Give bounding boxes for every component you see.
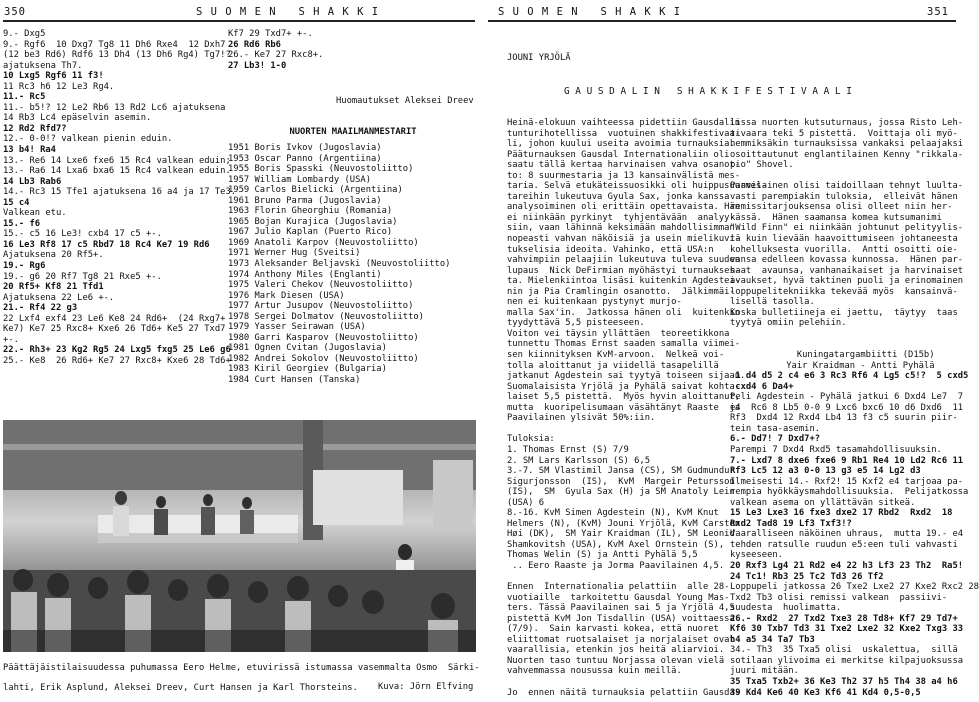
text-line: Thomas Welin (S) ja Antti Pyhälä 5,5 [507, 550, 698, 561]
ceremony-photo [3, 420, 476, 652]
champion-entry: 1951 Boris Ivkov (Jugoslavia) [228, 143, 382, 153]
text-line: Yair Kraidman - Antti Pyhälä [754, 360, 935, 371]
text-line: kässä. Hänen saamansa komea kutsumanimi [730, 212, 942, 223]
game-conclusion [228, 29, 478, 99]
text-line: Paavilainen ylsivät 50%:iin. [507, 413, 656, 424]
text-line: Tuloksia: [507, 434, 555, 445]
text-line: Kuningatargambiitti (D15b) [754, 350, 935, 361]
text-line: vansa edelleen kovassa kunnossa. Hänen par- [730, 255, 964, 266]
text-line: tunturihotellissa vuotuinen shakkifestivaa- [507, 128, 741, 139]
champion-entry: 1953 Oscar Panno (Argentiina) [228, 153, 382, 164]
annotator-credit: Huomautukset Aleksei Dreev [336, 96, 474, 106]
text-line: 35 Txa5 Txb2+ 36 Ke3 Th2 37 h5 Th4 38 a4 h6 [730, 676, 958, 687]
text-line: 16 Le3 Rf8 17 c5 Rbd7 18 Rc4 Ke7 19 Rd6 [3, 239, 210, 250]
champion-entry: 1957 William Lombardy (USA) [228, 174, 371, 185]
page-number-right: 351 [927, 6, 949, 18]
text-line: Sigurjonsson (IS), KvM Margeir Petursson [507, 476, 735, 487]
text-line: osoittautunut englantilainen Kenny "rikkala- [730, 149, 964, 160]
text-line: 14 Lb3 Rab6 [3, 176, 62, 187]
photo-caption [3, 654, 479, 702]
text-line: 20 Rf5+ Kf8 21 Tfd1 [3, 282, 104, 293]
text-line: 15.- f6 [3, 218, 41, 229]
champion-entry: 1981 Ognen Cvitan (Jugoslavia) [228, 343, 387, 354]
text-line: taria. Selvä etukäteissuosikki oli huippusuurmes- [507, 181, 767, 192]
text-line: analysoiminen oli erittäin opettavaista. Hän [507, 202, 741, 213]
text-line: Ennen Internationalia pelattiin alle 28- [507, 582, 730, 593]
text-line: cxd4 6 Da4+ [730, 381, 794, 392]
text-line: Heinä-elokuun vaihteessa pidettiin Gausdalin [507, 118, 741, 128]
text-line: 11 Rc3 h6 12 Le3 Rg4. [3, 81, 115, 92]
text-line: 25.- Ke8 26 Rd6+ Ke7 27 Rxc8+ Kxe6 28 Td6+ [3, 355, 231, 366]
text-line: juuri mitään. [730, 666, 799, 677]
text-line [507, 677, 725, 688]
text-line: 15 Le3 Lxe3 16 fxe3 dxe2 17 Rbd2 Rxd2 18 [730, 508, 953, 519]
champion-entry: 1973 Aleksander Beljavski (Neuvostoliitto) [228, 259, 451, 270]
caption-line: lahti, Erik Asplund, Aleksei Dreev, Curt Hansen ja Karl Thorsteins. [3, 682, 358, 693]
text-line: ajatuksena Th7. [3, 60, 83, 71]
text-line: 22.- Rh3+ 23 Kg2 Rg5 24 Lxg5 fxg5 25 Le6 g6 [3, 345, 231, 356]
champion-entry: 1974 Anthony Miles (Englanti) [228, 269, 382, 280]
text-line: tareihin lukeutuva Gyula Sax, jonka kanssa [507, 191, 730, 202]
text-line: lupaus Nick DeFirmian myöhästyi turnaukses- [507, 265, 741, 276]
ceremony-photo-illustration [3, 420, 476, 652]
running-head-left: S U O M E N S H A K K I [196, 6, 380, 18]
text-line: Pääturnauksen Gausdal Internationaliin oli [507, 149, 730, 160]
text-line: lissa nuorten kutsuturnaus, jossa Risto Leh- [730, 118, 964, 128]
article-author: JOUNI YRJÖLÄ [507, 53, 571, 63]
text-line: Ke7) Ke7 25 Rxc8+ Kxe6 26 Td6+ Ke5 27 Txd7 [3, 324, 226, 335]
text-line: tyydyttävä 5,5 pisteeseen. [507, 318, 645, 329]
champion-entry: 1963 Florin Gheorghiu (Romania) [228, 206, 393, 217]
text-line: 1 d4 d5 2 c4 e6 3 Rc3 Rf6 4 Lg5 c5!? 5 cxd5 [730, 371, 969, 382]
champion-entry: 1982 Andrei Sokolov (Neuvostoliitto) [228, 353, 419, 364]
text-line: (IS), SM Gyula Sax (H) ja SM Anatoly Lein [507, 487, 735, 498]
text-line: 9.- Dxg5 [3, 29, 46, 39]
text-line: 12.- 0-0!? valkean pienin eduin. [3, 134, 173, 145]
text-line: ters. Tässä Paavilainen sai 5 ja Yrjölä 4,5 [507, 603, 735, 614]
text-line: Rf3 Lc5 12 a3 0-0 13 g3 e5 14 Lg2 d3 [730, 466, 921, 477]
text-line: Ajatuksena 22 Le6 +-. [3, 292, 115, 303]
text-line: 11.- b5!? 12 Le2 Rb6 13 Rd2 Lc6 ajatuksena [3, 102, 226, 113]
text-line: +-. [3, 334, 19, 345]
text-line: 13 b4! Ra4 [3, 145, 56, 156]
text-line: nopeasti vahvan näköisiä ja usein mielikuvi- [507, 234, 741, 245]
text-line: 34.- Th3 35 Txa5 olisi uskalettua, sillä [730, 645, 958, 656]
text-line: laiset 5,5 pistettä. Myös hyvin aloittanut, [507, 392, 741, 403]
text-line: Kf7 29 Txd7+ +-. [228, 29, 313, 39]
text-line: Kf6 30 Txb7 Td3 31 Txe2 Lxe2 32 Kxe2 Txg3 33 [730, 624, 964, 635]
text-line [507, 424, 725, 435]
text-line: Txd2 Tb3 olisi remissi valkean passiivi- [730, 592, 948, 603]
text-line: Helmers (N), (KvM) Jouni Yrjölä, KvM Carsten [507, 518, 741, 529]
text-line: Valkean etu. [3, 208, 67, 219]
champion-entry: 1971 Werner Hug (Sveitsi) [228, 248, 361, 259]
text-line: hemmiksäkin turnauksissa vankaksi pelaajaksi [730, 139, 964, 150]
text-line: 3.-7. SM Vlastimil Jansa (CS), SM Gudmundur [507, 466, 735, 477]
text-line: tä kuin lievään haavoittumiseen johtaneesta [730, 234, 958, 245]
text-line: tivaara teki 5 pistettä. Voittaja oli myö- [730, 128, 958, 139]
text-line: siin, vaan lähinnä keksimään mahdollisimman [507, 223, 735, 234]
text-line [507, 572, 725, 583]
text-line: (USA) 6 [507, 497, 545, 508]
text-line: ta. Mielenkiintoa lisäsi kuitenkin Agdestei- [507, 276, 741, 287]
text-line: Rxd2 Tad8 19 Lf3 Txf3!? [730, 518, 852, 529]
text-line: remissitarjouksensa olisi olleet niin her- [730, 202, 953, 213]
text-line: haat avaunsa, vanhanaikaiset ja harvinaiset [730, 265, 964, 276]
text-line: Høi (DK), SM Yair Kraidman (IL), SM Leonid [507, 529, 735, 540]
champion-entry: 1979 Yasser Seirawan (USA) [228, 322, 366, 333]
text-line: Rf3 Dxd4 12 Rxd4 Lb4 13 f3 c5 suurin piir- [730, 413, 958, 424]
text-line: 15.- c5 16 Le3! cxb4 17 c5 +-. [3, 229, 162, 240]
junior-champions-list [228, 143, 480, 393]
masters-title: NUORTEN MAAILMANMESTARIT [289, 127, 417, 137]
text-line: sen kiinnityksen KvM-arvoon. Nelkeä voi- [507, 350, 725, 361]
text-line: 1. Thomas Ernst (S) 7/9 [507, 444, 629, 455]
text-line: 19.- g6 20 Rf7 Tg8 21 Rxe5 +-. [3, 271, 162, 282]
text-line: 26.- Rxd2 27 Txd2 Txe3 28 Td8+ Kf7 29 Td7+ [730, 613, 958, 624]
text-line: (7/9). Sain karvasti kokea, että nuoret [507, 624, 719, 635]
text-line: Parempi 7 Dxd4 Rxd5 tasamahdollisuuksin. [730, 444, 942, 455]
champion-entry: 1961 Bruno Parma (Jugoslavia) [228, 195, 382, 206]
text-line: 13.- Re6 14 Lxe6 fxe6 15 Rc4 valkean eduin; [3, 155, 231, 166]
text-line: eliittomat ruotsalaiset ja norjalaiset ovat [507, 634, 735, 645]
text-line: Loppupeli jatkossa 26 Txe2 Lxe2 27 Kxe2 Rxc2 28 [730, 582, 979, 593]
text-line: 6.- Dd7! 7 Dxd7+? [730, 434, 821, 445]
champion-entry: 1983 Kiril Georgiev (Bulgaria) [228, 364, 387, 375]
text-line: Vaaralliseen näköinen uhraus, mutta 19.- e4 [730, 529, 964, 540]
game-annotation-column [3, 29, 237, 419]
article-title: G A U S D A L I N S H A K K I F E S T I V A A L I [564, 86, 852, 97]
text-line: 39 Kd4 Ke6 40 Ke3 Kf6 41 Kd4 0,5-0,5 [730, 687, 921, 698]
champion-entry: 1980 Garri Kasparov (Neuvostoliitto) [228, 332, 419, 343]
text-line: 14.- Rc3 15 Tfe1 ajatuksena 16 a4 ja 17 Te3. [3, 187, 237, 198]
text-line: Jo ennen näitä turnauksia pelattiin Gausda- [507, 687, 741, 698]
text-line [730, 329, 959, 340]
text-line: pistettä KvM Jon Tisdallin (USA) voittaessa [507, 613, 735, 624]
text-line: valkean asema on yllättävän sitkeä. [730, 497, 916, 508]
text-line: 24 Tc1! Rb3 25 Tc2 Td3 26 Tf2 [730, 571, 884, 582]
text-line: mutta kuoripelisumaan väsähtänyt Raaste ja [507, 402, 741, 413]
text-line: Paavilainen olisi taidoillaan tehnyt luulta- [730, 181, 964, 192]
text-line: pio" Shovel. [730, 160, 794, 171]
text-line: tunnettu Thomas Ernst saaden samalla viimei- [507, 339, 741, 350]
text-line: vasti parempiakin tuloksia, elleivät hänen [730, 191, 958, 202]
text-line: 10 Lxg5 Rgf6 11 f3! [3, 71, 104, 82]
text-line: ei niinkään pyrkinyt tyhjentävään analyy- [507, 212, 735, 223]
text-line: Koska bulletiineja ei jaettu, täytyy taas [730, 307, 958, 318]
text-line: h4 a5 34 Ta7 Tb3 [730, 634, 815, 645]
text-line: tyytyä omiin pelehiin. [730, 318, 847, 329]
header-rule-left [3, 20, 475, 22]
text-line: li, johon kuului useita avoimia turnauksia. [507, 139, 735, 150]
champion-entry: 1984 Curt Hansen (Tanska) [228, 375, 361, 386]
text-line: tukselisia ideoita. Vahinko, että USA:n [507, 244, 714, 255]
text-line: 19.- Rg6 [3, 261, 46, 272]
text-line: Peli Agdestein - Pyhälä jatkui 6 Dxd4 Le7 7 [730, 392, 964, 403]
champion-entry: 1975 Valeri Chekov (Neuvostoliitto) [228, 280, 414, 291]
text-line: 26.- Ke7 27 Rxc8+. [228, 50, 324, 61]
text-line: Voiton vei täysin yllättäen teoreetikkona [507, 328, 730, 339]
text-line: malla Sax'in. Jatkossa hänen oli kuitenkin [507, 307, 741, 318]
text-line: 22 Lxf4 exf4 23 Le6 Ke8 24 Rd6+ (24 Rxg7+ [3, 313, 226, 324]
text-line: vahvemmassa nousussa kuin meillä. [507, 666, 682, 677]
text-line: "Wild Finn" ei niinkään johtunut pelityylis- [730, 223, 964, 234]
text-line: lisellä tasolla. [730, 297, 815, 308]
champion-entry: 1965 Bojan Kurajica (Jugoslavia) [228, 216, 398, 227]
text-line: .. Eero Raaste ja Jorma Paavilainen 4,5. [507, 560, 725, 571]
text-line: rempia hyökkäysmahdollisuuksia. Pelijatkossa [730, 487, 969, 498]
text-line: 26 Rd6 Rb6 [228, 39, 281, 50]
champion-entry: 1959 Carlos Bielicki (Argentiina) [228, 185, 403, 196]
text-line: tehden ratsulle ruudun e5:een tuli vahvasti [730, 539, 958, 550]
text-line: 7.- Lxd7 8 dxe6 fxe6 9 Rb1 Re4 10 Ld2 Rc6 11 [730, 455, 964, 466]
text-line [730, 339, 959, 350]
caption-line: Päättäjäistilaisuudessa puhumassa Eero Helme, etuvirissä istumassa vasemmalta Osmo Särki- [3, 662, 480, 673]
text-line: 14 Rb3 Lc4 epäselvin asemin. [3, 113, 152, 124]
champion-entry: 1967 Julio Kaplan (Puerto Rico) [228, 227, 393, 238]
text-line: kyseeseen. [730, 550, 783, 561]
text-line: Nuorten taso tuntuu Norjassa olevan vielä [507, 655, 725, 666]
text-line: suudesta huolimatta. [730, 603, 842, 614]
text-line: (12 be3 Rd6) Rdf6 13 Dh4 (13 Dh6 Rg4) Tg7!? [3, 50, 231, 61]
text-line: Ilmeisesti 14.- Rxf2! 15 Kxf2 e4 tarjoaa pa- [730, 476, 964, 487]
text-line: vahvimpiin pelaajiin lukeutuva tuleva suuden [507, 255, 741, 266]
running-head-right: S U O M E N S H A K K I [498, 6, 682, 18]
text-line: to: 8 suurmestaria ja 13 kansainvälistä mes- [507, 170, 741, 181]
text-line: vuotiaille tarkoitettu Gausdal Young Mas- [507, 592, 730, 603]
text-line: 11.- Rc5 [3, 92, 46, 103]
text-line: 15 c4 [3, 197, 30, 208]
champion-entry: 1955 Boris Spasski (Neuvostoliitto) [228, 164, 414, 175]
text-line: tein tasa-asemin. [730, 423, 821, 434]
header-rule-right [488, 20, 956, 22]
text-line: nen ei kuitenkaan pystynyt murjo- [507, 297, 682, 308]
champion-entry: 1978 Sergei Dolmatov (Neuvostoliitto) [228, 311, 424, 322]
text-line: e4 Rc6 8 Lb5 0-0 9 Lxc6 bxc6 10 d6 Dxd6 11 [730, 402, 964, 413]
text-line: loppupelitekniikka tekevää myös kansainvä- [730, 286, 958, 297]
text-line: 27 Lb3! 1-0 [228, 60, 287, 71]
text-line: Suomalaisista Yrjölä ja Pyhälä saivat kohta- [507, 381, 741, 392]
champion-entry: 1969 Anatoli Karpov (Neuvostoliitto) [228, 237, 419, 248]
text-line [730, 171, 959, 182]
text-line: jatkanut Agdestein sai tyytyä toiseen sijaan. [507, 371, 746, 382]
text-line: Shamkovitsh (USA), KvM Axel Ornstein (S), [507, 539, 725, 550]
text-line: 8.-16. KvM Simen Agdestein (N), KvM Knut [507, 508, 719, 519]
champion-entry: 1976 Mark Diesen (USA) [228, 290, 345, 301]
text-line: avaukset, hyvä taktinen puoli ja erinomainen [730, 276, 964, 287]
text-line: 20 Rxf3 Lg4 21 Rd2 e4 22 h3 Lf3 23 Th2 Ra5! [730, 560, 964, 571]
text-line: saatu tällä kertaa harvinaisen vahva osanot- [507, 160, 741, 171]
text-line: 12 Rd2 Rfd7? [3, 123, 67, 134]
text-line: tolla aloittanut ja viidellä tasapelillä [507, 360, 719, 371]
text-line: 2. SM Lars Karlsson (S) 6,5 [507, 455, 650, 466]
text-line: nin ja Pia Cramlingin osanotto. Jälkimmäi- [507, 286, 735, 297]
text-line: sotilaan ylivoima ei merkitse kilpajuoksussa [730, 655, 964, 666]
text-line: 13.- Ra6 14 Lxa6 bxa6 15 Rc4 valkean eduin. [3, 166, 231, 177]
champion-entry: 1977 Artur Jusupov (Neuvostoliitto) [228, 301, 414, 312]
text-line: kohelluksesta vuorilla. Antti osoitti oie- [730, 244, 958, 255]
article-column-2 [730, 118, 979, 700]
text-line: 9.- Rgf6 10 Dxg7 Tg8 11 Dh6 Rxe4 12 Dxh7 [3, 39, 226, 50]
page-number-left: 350 [4, 6, 26, 18]
photo-credit: Kuva: Jörn Elfving [378, 682, 474, 692]
text-line: vaarallisia, etenkin jos heitä aliarvioi. [507, 645, 725, 656]
text-line: Ajatuksena 20 Rf5+. [3, 250, 104, 261]
text-line: 21.- Rf4 22 g3 [3, 303, 78, 314]
